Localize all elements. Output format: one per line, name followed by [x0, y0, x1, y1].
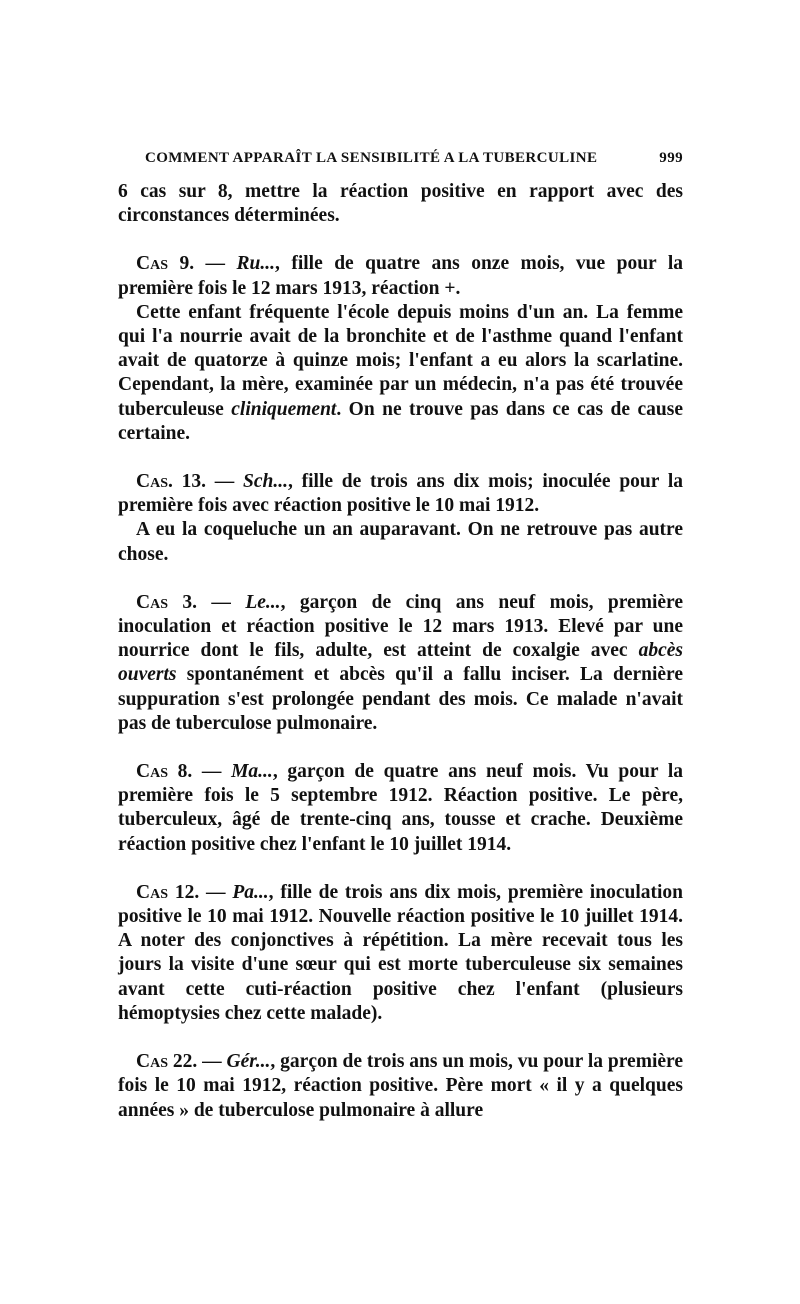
cas-12-label: Cas 12. — — [136, 881, 233, 903]
cas-12-name: Pa... — [232, 881, 269, 903]
cas-9-name: Ru... — [236, 253, 275, 275]
cas-9-text: , fille de quatre ans onze mois, vue pour la première fois le 12 mars 1913, réaction +. — [118, 253, 683, 299]
cas-13-text: , fille de trois ans dix mois; inoculée pour la première fois avec réaction positive le 10 mai 1912. — [118, 471, 684, 517]
cas-3-text-b: spontanément et abcès qu'il a fallu inciser. La dernière suppuration s'est prolongée pendant des mois. Ce malade n'avait pas de tuberculose pulmonaire. — [118, 664, 683, 734]
cas-9-detail-b: . On ne trouve pas dans ce cas de cause certaine. — [118, 398, 683, 444]
cas-9-label: Cas 9. — — [136, 253, 237, 275]
cas-8-text: , garçon de quatre ans neuf mois. Vu pour la première fois le 5 septembre 1912. Réaction positive. Le père, tuberculeux, âgé de trente-cinq ans, tousse et crache. Deuxième réaction positive chez l'enfant le 10 juillet 1914. — [118, 761, 684, 855]
cas-3-label: Cas 3. — — [136, 591, 246, 613]
cas-13-detail: A eu la coqueluche un an auparavant. On ne retrouve pas autre chose. — [118, 519, 683, 565]
cas-3-paragraph — [118, 591, 683, 736]
cas-3-text-a: , garçon de cinq ans neuf mois, première inoculation et réaction positive le 12 mars 1913. Elevé par une nourrice dont le fils, adulte, est atteint de coxalgie avec — [118, 591, 683, 662]
cas-22-name: Gér... — [226, 1051, 271, 1073]
cas-3-italic: abcès ouverts — [118, 640, 683, 686]
cas-22-label: Cas 22. — — [136, 1051, 227, 1073]
cas-8-label: Cas 8. — — [136, 761, 232, 783]
page-number: 999 — [659, 150, 683, 166]
cas-9-detail-italic: cliniquement — [231, 398, 337, 420]
cas-13-detail-paragraph — [118, 518, 683, 566]
cas-12-text: , fille de trois ans dix mois, première inoculation positive le 10 mai 1912. Nouvelle réaction positive le 10 juillet 1914. A noter des conjonctives à répétition. La mère recevait tous les jours la visite d'une sœur qui est morte tuberculeuse six semaines avant cette cuti-réaction positive chez l'enfant (plusieurs hémoptysies chez cette malade). — [118, 881, 683, 1024]
cas-13-paragraph — [118, 470, 683, 518]
cas-9-paragraph — [118, 252, 683, 300]
cas-12-paragraph — [118, 881, 683, 1026]
running-title: COMMENT APPARAÎT LA SENSIBILITÉ A LA TUBERCULINE — [145, 150, 598, 166]
cas-22-paragraph — [118, 1050, 683, 1123]
cas-9-detail-paragraph — [118, 301, 683, 446]
intro-paragraph — [118, 180, 683, 228]
running-header — [145, 150, 683, 167]
cas-3-name: Le... — [245, 591, 281, 613]
intro-text: 6 cas sur 8, mettre la réaction positive en rapport avec des circonstances déterminées. — [118, 181, 683, 227]
cas-22-text: , garçon de trois ans un mois, vu pour la première fois le 10 mai 1912, réaction positive. Père mort « il y a quelques années » de tuberculose pulmonaire à allure — [118, 1051, 683, 1121]
cas-13-name: Sch... — [243, 471, 288, 493]
cas-8-name: Ma... — [231, 761, 273, 783]
page-body — [118, 180, 683, 1123]
cas-9-detail-a: Cette enfant fréquente l'école depuis moins d'un an. La femme qui l'a nourrie avait de la bronchite et de l'asthme quand l'enfant avait de quatorze à quinze mois; l'enfant a eu alors la scarlatine. Cependant, la mère, examinée par un médecin, n'a pas été trouvée tuberculeuse — [118, 301, 683, 420]
cas-8-paragraph — [118, 760, 683, 857]
cas-13-label: Cas. 13. — — [136, 471, 244, 493]
